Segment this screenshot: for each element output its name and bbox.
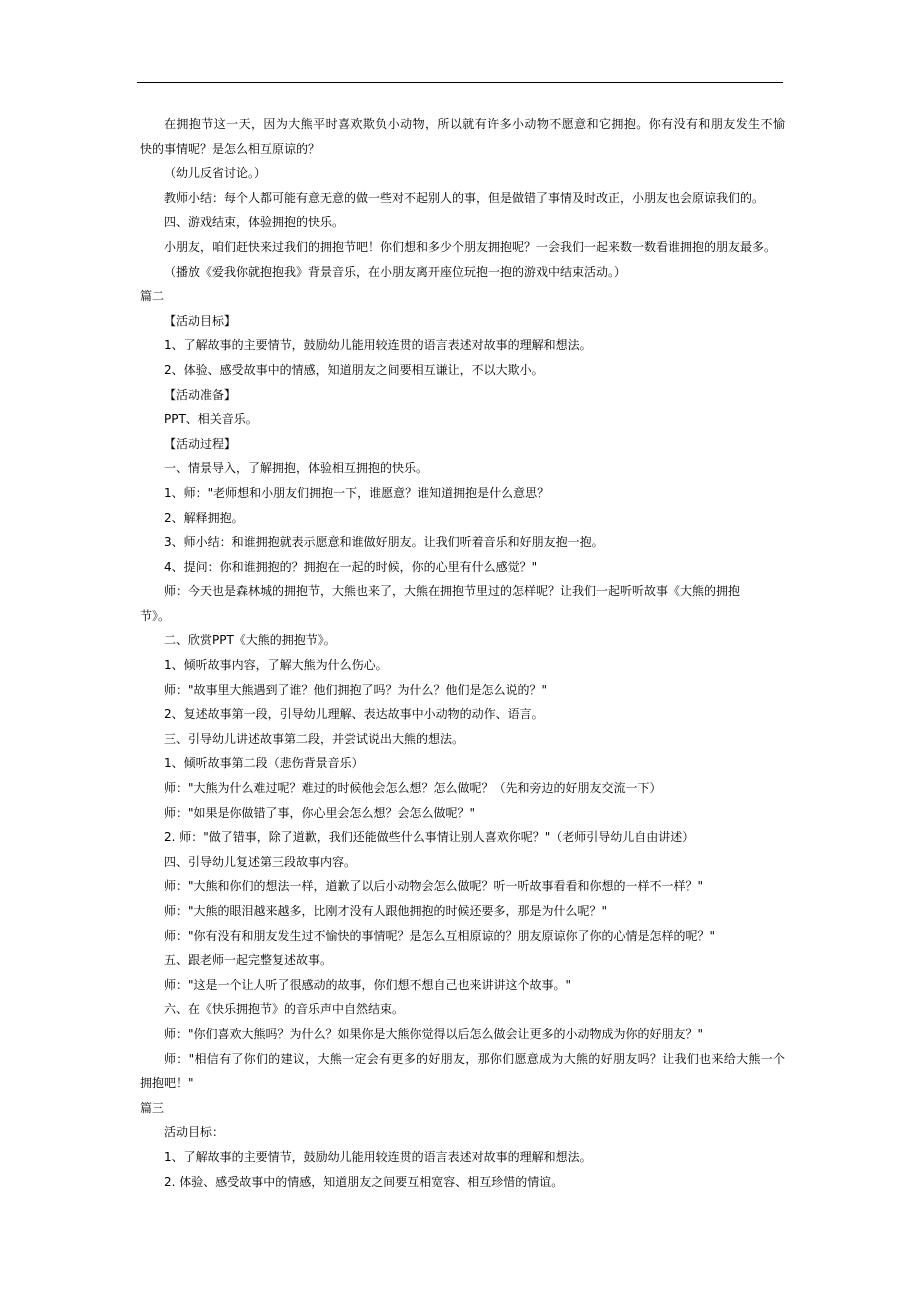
text-line: PPT、相关音乐。	[164, 412, 258, 427]
text-line: 师："故事里大熊遇到了谁？他们拥抱了吗？为什么？他们是怎么说的？"	[164, 682, 548, 697]
text-line: 小朋友，咱们赶快来过我们的拥抱节吧！你们想和多少个朋友拥抱呢？一会我们一起来数一数看谁拥抱的朋友最多。	[164, 239, 777, 254]
text-line: 【活动目标】	[164, 313, 237, 328]
text-line: 2、体验、感受故事中的情感，知道朋友之间要相互谦让，不以大欺小。	[164, 362, 544, 377]
text-line: 1、倾听故事第二段（悲伤背景音乐）	[164, 756, 364, 771]
text-line: 节》。	[140, 608, 171, 623]
text-line: 1、了解故事的主要情节，鼓励幼儿能用较连贯的语言表述对故事的理解和想法。	[164, 338, 592, 353]
text-line: 二、欣赏PPT《大熊的拥抱节》。	[164, 633, 336, 648]
text-line: 快的事情呢？是怎么相互原谅的？	[140, 141, 321, 156]
text-line: 师："如果是你做错了事，你心里会怎么想？会怎么做呢？"	[164, 805, 476, 820]
text-line: 【活动准备】	[164, 387, 237, 402]
text-line: 2. 师："做了错事，除了道歉，我们还能做些什么事情让别人喜欢你呢？"（老师引导幼儿自由讲述）	[164, 830, 695, 845]
text-line: 师："大熊为什么难过呢？难过的时候他会怎么想？怎么做呢？（先和旁边的好朋友交流一下）	[164, 781, 662, 796]
text-line: 1、倾听故事内容，了解大熊为什么伤心。	[164, 658, 388, 673]
text-line: 五、跟老师一起完整复述故事。	[164, 953, 333, 968]
text-line: 一、情景导入，了解拥抱，体验相互拥抱的快乐。	[164, 461, 429, 476]
text-line: 六、在《快乐拥抱节》的音乐声中自然结束。	[164, 1002, 405, 1017]
text-line: 师："这是一个让人听了很感动的故事，你们想不想自己也来讲讲这个故事。"	[164, 977, 572, 992]
text-line: 师："你有没有和朋友发生过不愉快的事情呢？是怎么互相原谅的？朋友原谅你了你的心情是怎样的呢？"	[164, 928, 716, 943]
text-line: 4、提问：你和谁拥抱的？拥抱在一起的时候，你的心里有什么感觉？"	[164, 559, 538, 574]
text-line: 师："大熊的眼泪越来越多，比刚才没有人跟他拥抱的时候还要多，那是为什么呢？"	[164, 904, 608, 918]
text-line: 在拥抱节这一天，因为大熊平时喜欢欺负小动物，所以就有许多小动物不愿意和它拥抱。你有没有和朋友发生不愉	[164, 117, 785, 131]
text-line: 四、游戏结束，体验拥抱的快乐。	[164, 215, 345, 230]
text-line: （播放《爱我你就抱抱我》背景音乐，在小朋友离开座位玩抱一抱的游戏中结束活动。）	[164, 264, 627, 279]
text-line: 师：今天也是森林城的拥抱节，大熊也来了，大熊在拥抱节里过的怎样呢？让我们一起听听故事《大熊的拥抱	[164, 584, 741, 599]
text-line: 拥抱吧！"	[140, 1076, 194, 1091]
text-line: 1、师："老师想和小朋友们拥抱一下，谁愿意？谁知道拥抱是什么意思？	[164, 485, 550, 500]
text-line: 三、引导幼儿讲述故事第二段，并尝试说出大熊的想法。	[164, 731, 465, 746]
text-line: 篇二	[140, 289, 165, 304]
text-line: 3、师小结：和谁拥抱就表示愿意和谁做好朋友。让我们听着音乐和好朋友抱一抱。	[164, 535, 604, 550]
text-line: （幼儿反省讨论。）	[164, 166, 267, 181]
document-body	[140, 112, 785, 1194]
text-line: 2. 体验、感受故事中的情感，知道朋友之间要互相宽容、相互珍惜的情谊。	[164, 1174, 564, 1189]
text-line: 师："大熊和你们的想法一样，道歉了以后小动物会怎么做呢？听一听故事看看和你想的一样不一样？"	[164, 879, 704, 894]
text-line: 活动目标：	[164, 1125, 225, 1140]
text-line: 师："你们喜欢大熊吗？为什么？如果你是大熊你觉得以后怎么做会让更多的小动物成为你的好朋友？"	[164, 1026, 704, 1041]
text-line: 师："相信有了你们的建议，大熊一定会有更多的好朋友，那你们愿意成为大熊的好朋友吗？让我们也来给大熊一个	[164, 1051, 785, 1066]
text-line: 2、解释拥抱。	[164, 510, 244, 525]
text-line: 2、复述故事第一段，引导幼儿理解、表达故事中小动物的动作、语言。	[164, 707, 544, 722]
text-line: 1、了解故事的主要情节，鼓励幼儿能用较连贯的语言表述对故事的理解和想法。	[164, 1149, 592, 1164]
text-line: 四、引导幼儿复述第三段故事内容。	[164, 854, 357, 869]
text-line: 【活动过程】	[164, 436, 237, 451]
header-rule	[137, 82, 783, 83]
text-line: 篇三	[140, 1100, 165, 1115]
text-line: 教师小结：每个人都可能有意无意的做一些对不起别人的事，但是做错了事情及时改正，小朋友也会原谅我们的。	[164, 190, 765, 205]
